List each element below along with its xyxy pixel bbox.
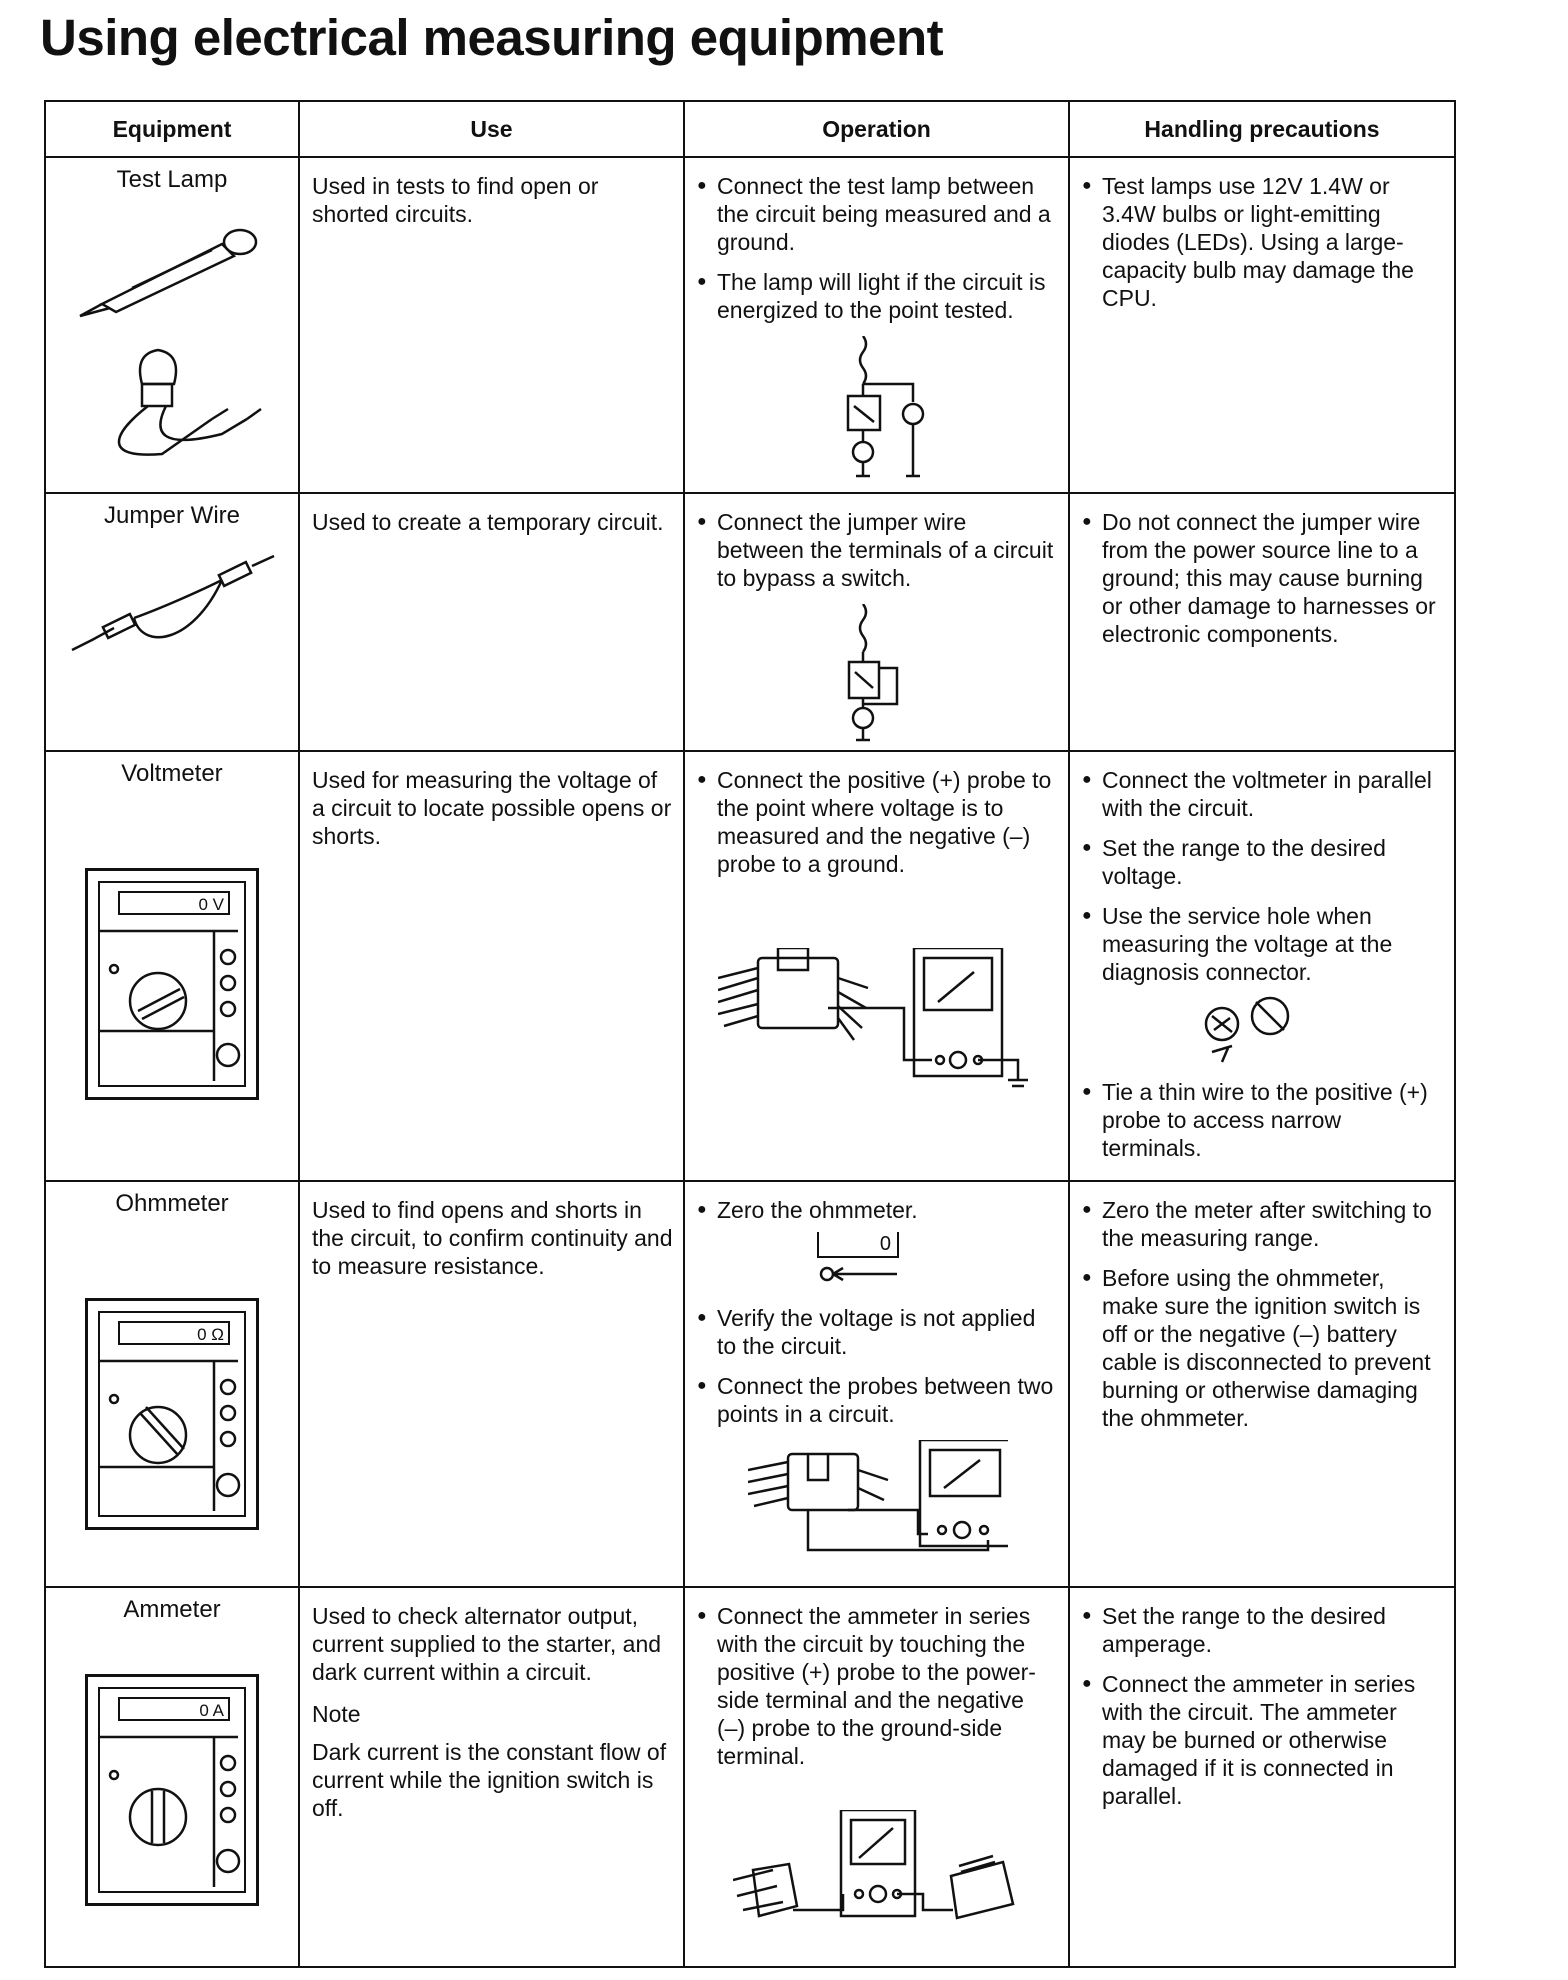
equipment-cell	[45, 751, 299, 1181]
use-text: Used for measuring the voltage of a circuit to locate possible opens or shorts.	[312, 767, 672, 849]
meter-display: 0 Ω	[118, 1321, 230, 1345]
equipment-name: Ohmmeter	[115, 1190, 229, 1217]
jumper-wire-circuit-diagram	[823, 604, 933, 744]
use-cell	[299, 493, 684, 751]
service-hole-illustration	[1192, 992, 1302, 1072]
operation-item: ● The lamp will light if the circuit is energized to the point tested.	[697, 268, 1058, 324]
zero-adjust-diagram	[817, 1232, 957, 1292]
equipment-cell	[45, 157, 299, 493]
precautions-cell	[1069, 751, 1455, 1181]
meter-display: 0 V	[118, 891, 230, 915]
zero-readout: 0	[817, 1232, 899, 1258]
note-label: Note	[312, 1701, 361, 1727]
table-row-test-lamp	[45, 157, 1455, 493]
operation-cell	[684, 157, 1069, 493]
header-precautions: Handling precautions	[1069, 101, 1455, 157]
header-use: Use	[299, 101, 684, 157]
test-lamp-circuit-diagram	[818, 336, 938, 486]
ohmmeter-device	[85, 1298, 259, 1530]
precaution-item: ● Test lamps use 12V 1.4W or 3.4W bulbs or light-emitting diodes (LEDs). Using a large-capacity bulb may damage the CPU.	[1082, 172, 1444, 312]
equipment-name: Test Lamp	[116, 166, 228, 193]
table-row-voltmeter	[45, 751, 1455, 1181]
operation-cell	[684, 1587, 1069, 1967]
table-row-ammeter	[45, 1587, 1455, 1967]
ammeter-connection-diagram	[733, 1810, 1023, 1940]
operation-item: ● Zero the ohmmeter.	[697, 1196, 1058, 1224]
precaution-item: ● Use the service hole when measuring the voltage at the diagnosis connector.	[1082, 902, 1444, 986]
equipment-cell	[45, 1181, 299, 1587]
table-row-jumper-wire	[45, 493, 1455, 751]
header-operation: Operation	[684, 101, 1069, 157]
page-title: Using electrical measuring equipment	[40, 9, 944, 66]
precaution-item: ● Zero the meter after switching to the measuring range.	[1082, 1196, 1444, 1252]
equipment-name: Jumper Wire	[103, 502, 241, 529]
precaution-item: ● Connect the voltmeter in parallel with the circuit.	[1082, 766, 1444, 822]
ohmmeter-connection-diagram	[748, 1440, 1008, 1560]
operation-cell	[684, 751, 1069, 1181]
voltmeter-connection-diagram	[718, 948, 1038, 1098]
use-text: Used in tests to find open or shorted circuits.	[312, 173, 599, 227]
meter-display: 0 A	[118, 1697, 230, 1721]
use-cell	[299, 751, 684, 1181]
header-equipment: Equipment	[45, 101, 299, 157]
equipment-name: Ammeter	[123, 1596, 221, 1623]
equipment-name: Voltmeter	[121, 760, 223, 787]
precautions-cell	[1069, 1587, 1455, 1967]
precaution-item: ● Set the range to the desired amperage.	[1082, 1602, 1444, 1658]
operation-item: ● Connect the test lamp between the circuit being measured and a ground.	[697, 172, 1058, 256]
operation-item: ● Connect the ammeter in series with the circuit by touching the positive (+) probe to the power-side terminal and the negative (–) probe to the ground-side terminal.	[697, 1602, 1058, 1770]
use-text: Used to check alternator output, current supplied to the starter, and dark current within a circuit.	[312, 1603, 662, 1685]
operation-item: ● Connect the probes between two points in a circuit.	[697, 1372, 1058, 1428]
use-cell	[299, 1587, 684, 1967]
use-text: Used to create a temporary circuit.	[312, 509, 664, 535]
precautions-cell	[1069, 157, 1455, 493]
probe-icon	[817, 1262, 917, 1292]
note-text: Dark current is the constant flow of current while the ignition switch is off.	[312, 1739, 667, 1821]
operation-cell	[684, 493, 1069, 751]
precautions-cell	[1069, 1181, 1455, 1587]
voltmeter-device	[85, 868, 259, 1100]
header-row	[45, 101, 1455, 157]
use-cell	[299, 1181, 684, 1587]
table-row-ohmmeter	[45, 1181, 1455, 1587]
precaution-item: ● Tie a thin wire to the positive (+) probe to access narrow terminals.	[1082, 1078, 1444, 1162]
operation-item: ● Verify the voltage is not applied to the circuit.	[697, 1304, 1058, 1360]
operation-item: ● Connect the positive (+) probe to the point where voltage is to measured and the negative (–) probe to a ground.	[697, 766, 1058, 878]
test-lamp-illustration	[72, 204, 272, 474]
precaution-item: ● Do not connect the jumper wire from the power source line to a ground; this may cause burning or other damage to harnesses or electronic components.	[1082, 508, 1444, 648]
ammeter-device	[85, 1674, 259, 1906]
precaution-item: ● Set the range to the desired voltage.	[1082, 834, 1444, 890]
jumper-wire-illustration	[62, 540, 282, 670]
equipment-table	[44, 100, 1456, 1968]
operation-cell	[684, 1181, 1069, 1587]
precaution-item: ● Before using the ohmmeter, make sure the ignition switch is off or the negative (–) battery cable is disconnected to prevent burning or otherwise damaging the ohmmeter.	[1082, 1264, 1444, 1432]
equipment-cell	[45, 1587, 299, 1967]
equipment-cell	[45, 493, 299, 751]
precautions-cell	[1069, 493, 1455, 751]
precaution-item: ● Connect the ammeter in series with the circuit. The ammeter may be burned or otherwise damaged if it is connected in parallel.	[1082, 1670, 1444, 1810]
operation-item: ● Connect the jumper wire between the terminals of a circuit to bypass a switch.	[697, 508, 1058, 592]
use-cell	[299, 157, 684, 493]
use-text: Used to find opens and shorts in the circuit, to confirm continuity and to measure resistance.	[312, 1197, 673, 1279]
